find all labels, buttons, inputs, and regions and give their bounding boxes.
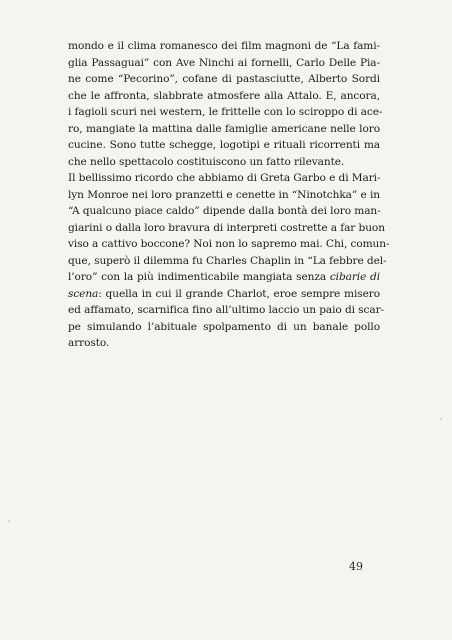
text-line: mondo e il clima romanesco dei film magnoni de “La fami- [68, 40, 380, 52]
paper-speck [440, 418, 442, 420]
text-line: que, superò il dilemma fu Charles Chaplin in “La febbre del- [68, 254, 387, 267]
text-line: i fagioli scuri nei western, le frittelle con lo sciroppo di ace- [68, 106, 383, 118]
text-line: Il bellissimo ricordo che abbiamo di Greta Garbo e di Mari- [68, 172, 381, 184]
text-line: glia Passaguai” con Ave Ninchi ai fornelli, Carlo Delle Pia- [68, 56, 380, 69]
text-line: ro, mangiate la mattina dalle famiglie americane nelle loro [68, 122, 380, 135]
text-segment: : quella in cui il grande Charlot, eroe sempre misero [98, 287, 380, 300]
text-line: ed affamato, scarnifica fino all’ultimo laccio un paio di scar- [68, 304, 385, 316]
text-line: cucine. Sono tutte schegge, logotipi e rituali ricorrenti ma [68, 139, 380, 151]
text-segment: l’oro” con la più indimenticabile mangiata senza [68, 271, 330, 283]
text-line: “A qualcuno piace caldo” dipende dalla bontà dei loro man- [68, 205, 381, 217]
italic-phrase: cibarie di [329, 271, 380, 283]
text-line-with-italic [68, 269, 380, 286]
text-line: arrosto. [68, 337, 110, 349]
paper-speck [8, 520, 10, 522]
paragraph [68, 170, 390, 352]
italic-phrase: scena [68, 287, 99, 300]
text-line: ne come “Pecorino”, cofane di pastasciutte, Alberto Sordi [68, 73, 380, 85]
text-line: pe simulando l’abituale spolpamento di un banale pollo [68, 320, 380, 333]
body-text [68, 38, 390, 352]
text-line: giarini o dalla loro bravura di interpreti costrette a far buon [68, 221, 385, 234]
text-line: che le affronta, slabbrate atmosfere alla Attalo. E, ancora, [68, 89, 380, 102]
text-line-with-italic [68, 286, 380, 303]
text-line: che nello spettacolo costituiscono un fatto rilevante. [68, 155, 345, 168]
text-line: lyn Monroe nei loro pranzetti e cenette in “Ninotchka” e in [68, 188, 380, 201]
text-line: viso a cattivo boccone? Noi non lo sapremo mai. Chi, comun- [68, 238, 390, 250]
page-number: 49 [349, 560, 363, 573]
paragraph [68, 38, 383, 170]
